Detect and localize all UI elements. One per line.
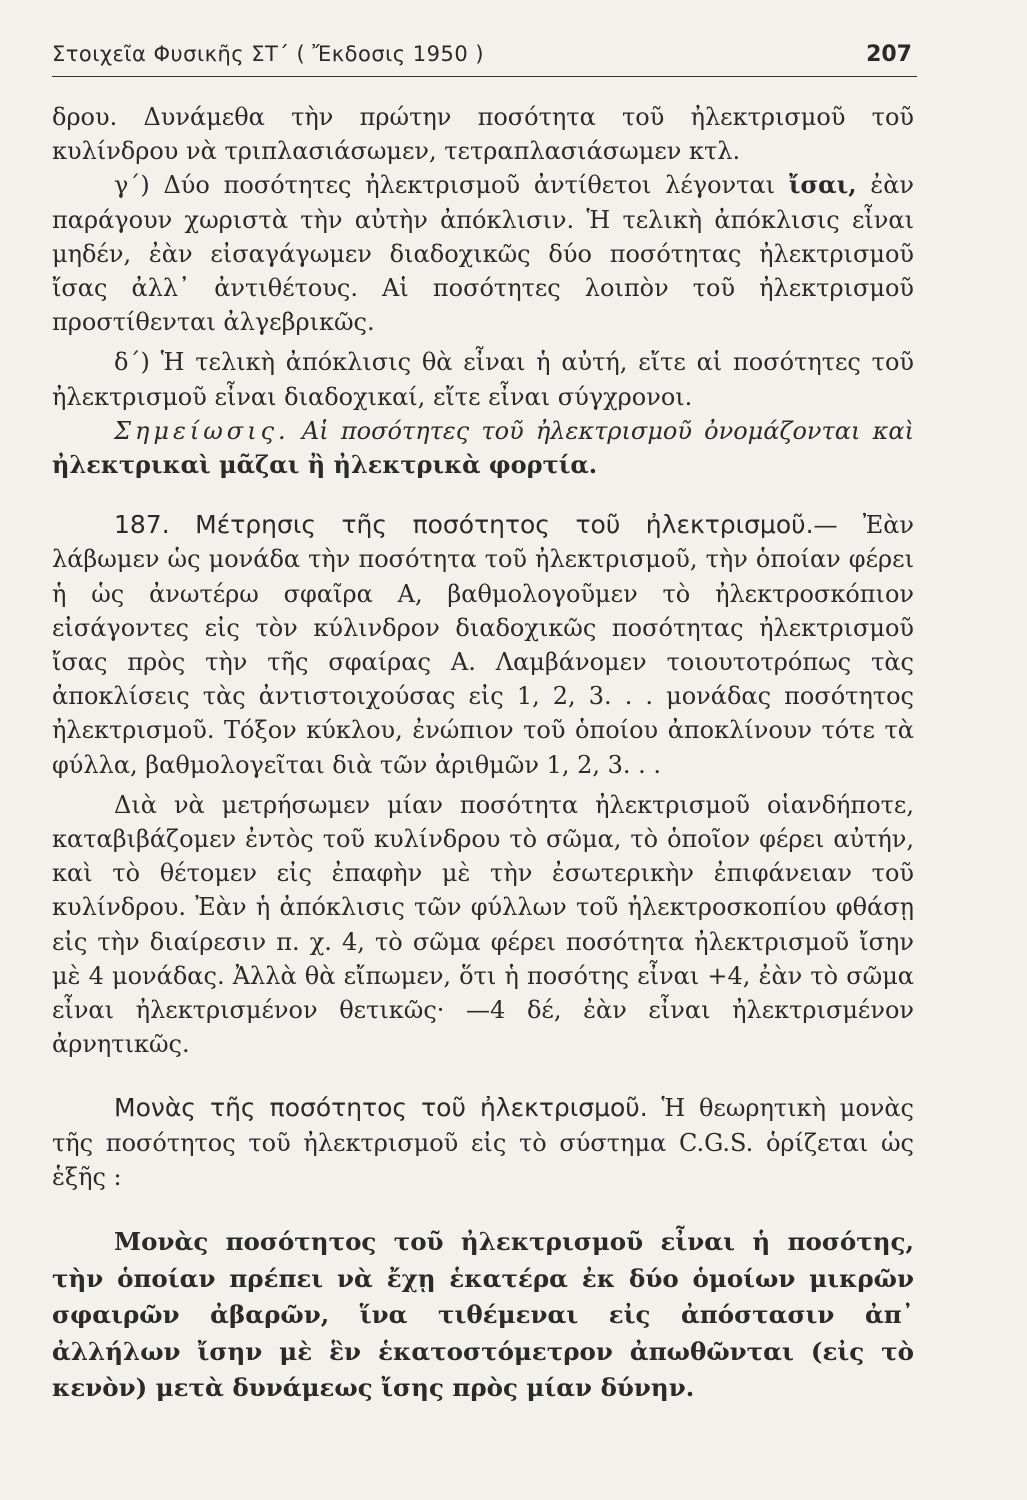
running-header xyxy=(52,42,917,77)
paragraph-gamma-lead: γ΄) Δύο ποσότητες ἠλεκτρισμοῦ ἀντίθετοι λέγονται xyxy=(114,171,789,200)
paragraph-continuation: δρου. Δυνάμεθα τὴν πρώτην ποσότητα τοῦ ἠλεκτρισμοῦ τοῦ κυλίνδρου νὰ τριπλασιάσωμεν, τετραπλασιάσωμεν κτλ. xyxy=(52,103,914,166)
unit-paragraph xyxy=(52,1091,914,1194)
note-paragraph xyxy=(52,414,914,482)
paragraph-delta: δ΄) Ἡ τελικὴ ἀπόκλισις θὰ εἶναι ἡ αὐτή, εἴτε αἱ ποσότητες τοῦ ἠλεκτρισμοῦ εἶναι διαδοχικαί, εἴτε εἶναι σύγχρονοι. xyxy=(52,348,914,411)
section-187 xyxy=(52,508,914,782)
paragraph-gamma xyxy=(52,168,914,339)
note-bold-text: ἠλεκτρικαὶ μᾶζαι ἢ ἠλεκτρικὰ φορτία. xyxy=(52,450,598,480)
unit-definition: Μονὰς ποσότητος τοῦ ἠλεκτρισμοῦ εἶναι ἡ ποσότης, τὴν ὁποίαν πρέπει νὰ ἔχῃ ἑκατέρα ἐκ δύο ὁμοίων μικρῶν σφαιρῶν ἀβαρῶν, ἵνα τιθέμεναι εἰς ἀπόστασιν ἀπ᾿ ἀλλήλων ἴσην μὲ ἓν ἑκατοστόμετρον ἀπωθῶνται (εἰς τὸ κενὸν) μετὰ δυνάμεως ἴσης πρὸς μίαν δύνην. xyxy=(52,1227,914,1403)
paragraph-gamma-rest: ἐὰν παράγουν χωριστὰ τὴν αὐτὴν ἀπόκλισιν. Ἡ τελικὴ ἀπόκλισις εἶναι μηδέν, ἐὰν εἰσαγάγωμεν διαδοχικῶς δύο ποσότητας ἠλεκτρισμοῦ ἴσας ἀλλ᾿ ἀντιθέτους. Αἱ ποσότητες λοιπὸν τοῦ ἠλεκτρισμοῦ προστίθενται ἀλγεβρικῶς. xyxy=(52,171,915,337)
section-187-text: — Ἐὰν λάβωμεν ὡς μονάδα τὴν ποσότητα τοῦ ἠλεκτρισμοῦ, τὴν ὁποίαν φέρει ἡ ὡς ἀνωτέρω σφαῖρα Α, βαθμολογοῦμεν τὸ ἠλεκτροσκόπιον εἰσάγοντες εἰς τὸν κύλινδρον διαδοχικῶς ποσότητας ἠλεκτρισμοῦ ἴσας πρὸς τὴν τῆς σφαίρας Α. Λαμβάνομεν τοιουτοτρόπως τὰς ἀποκλίσεις τὰς ἀντιστοιχούσας εἰς 1, 2, 3. . . μονάδας ποσότητος ἠλεκτρισμοῦ. Τόξον κύκλου, ἐνώπιον τοῦ ὁποίου ἀποκλίνουν τότε τὰ φύλλα, βαθμολογεῖται διὰ τῶν ἀριθμῶν 1, 2, 3. . . xyxy=(52,511,914,779)
running-title: Στοιχεῖα Φυσικῆς ΣΤ΄ ( Ἔκδοσις 1950 ) xyxy=(52,42,485,66)
unit-title: Μονὰς τῆς ποσότητος τοῦ ἠλεκτρισμοῦ. xyxy=(114,1093,648,1123)
note-label: Σημείωσις. xyxy=(114,416,290,445)
unit-text: Ἡ θεωρητικὴ μονὰς τῆς ποσότητος τοῦ ἠλεκτρισμοῦ εἰς τὸ σύστημα C.G.S. ὁρίζεται ὡς ἑξῆς : xyxy=(52,1094,915,1191)
section-187-title: 187. Μέτρησις τῆς ποσότητος τοῦ ἠλεκτρισμοῦ. xyxy=(114,510,814,540)
term-equal: ἴσαι, xyxy=(788,170,857,200)
note-italic-text: Αἱ ποσότητες τοῦ ἠλεκτρισμοῦ ὀνομάζονται καὶ xyxy=(289,416,914,445)
paragraph-measurement: Διὰ νὰ μετρήσωμεν μίαν ποσότητα ἠλεκτρισμοῦ οἱανδήποτε, καταβιβάζομεν ἐντὸς τοῦ κυλίνδρου τὸ σῶμα, τὸ ὁποῖον φέρει αὐτήν, καὶ τὸ θέτομεν εἰς ἐπαφὴν μὲ τὴν ἐσωτερικὴν ἐπιφάνειαν τοῦ κυλίνδρου. Ἐὰν ἡ ἀπόκλισις τῶν φύλλων τοῦ ἠλεκτροσκοπίου φθάσῃ εἰς τὴν διαίρεσιν π. χ. 4, τὸ σῶμα φέρει ποσότητα ἠλεκτρισμοῦ ἴσην μὲ 4 μονάδας. Ἀλλὰ θὰ εἴπωμεν, ὅτι ἡ ποσότης εἶναι +4, ἐὰν τὸ σῶμα εἶναι ἠλεκτρισμένον θετικῶς· —4 δέ, ἐὰν εἶναι ἠλεκτρισμένον ἀρνητικῶς. xyxy=(52,790,914,1059)
page-number: 207 xyxy=(866,42,912,67)
body-text xyxy=(52,100,914,1407)
